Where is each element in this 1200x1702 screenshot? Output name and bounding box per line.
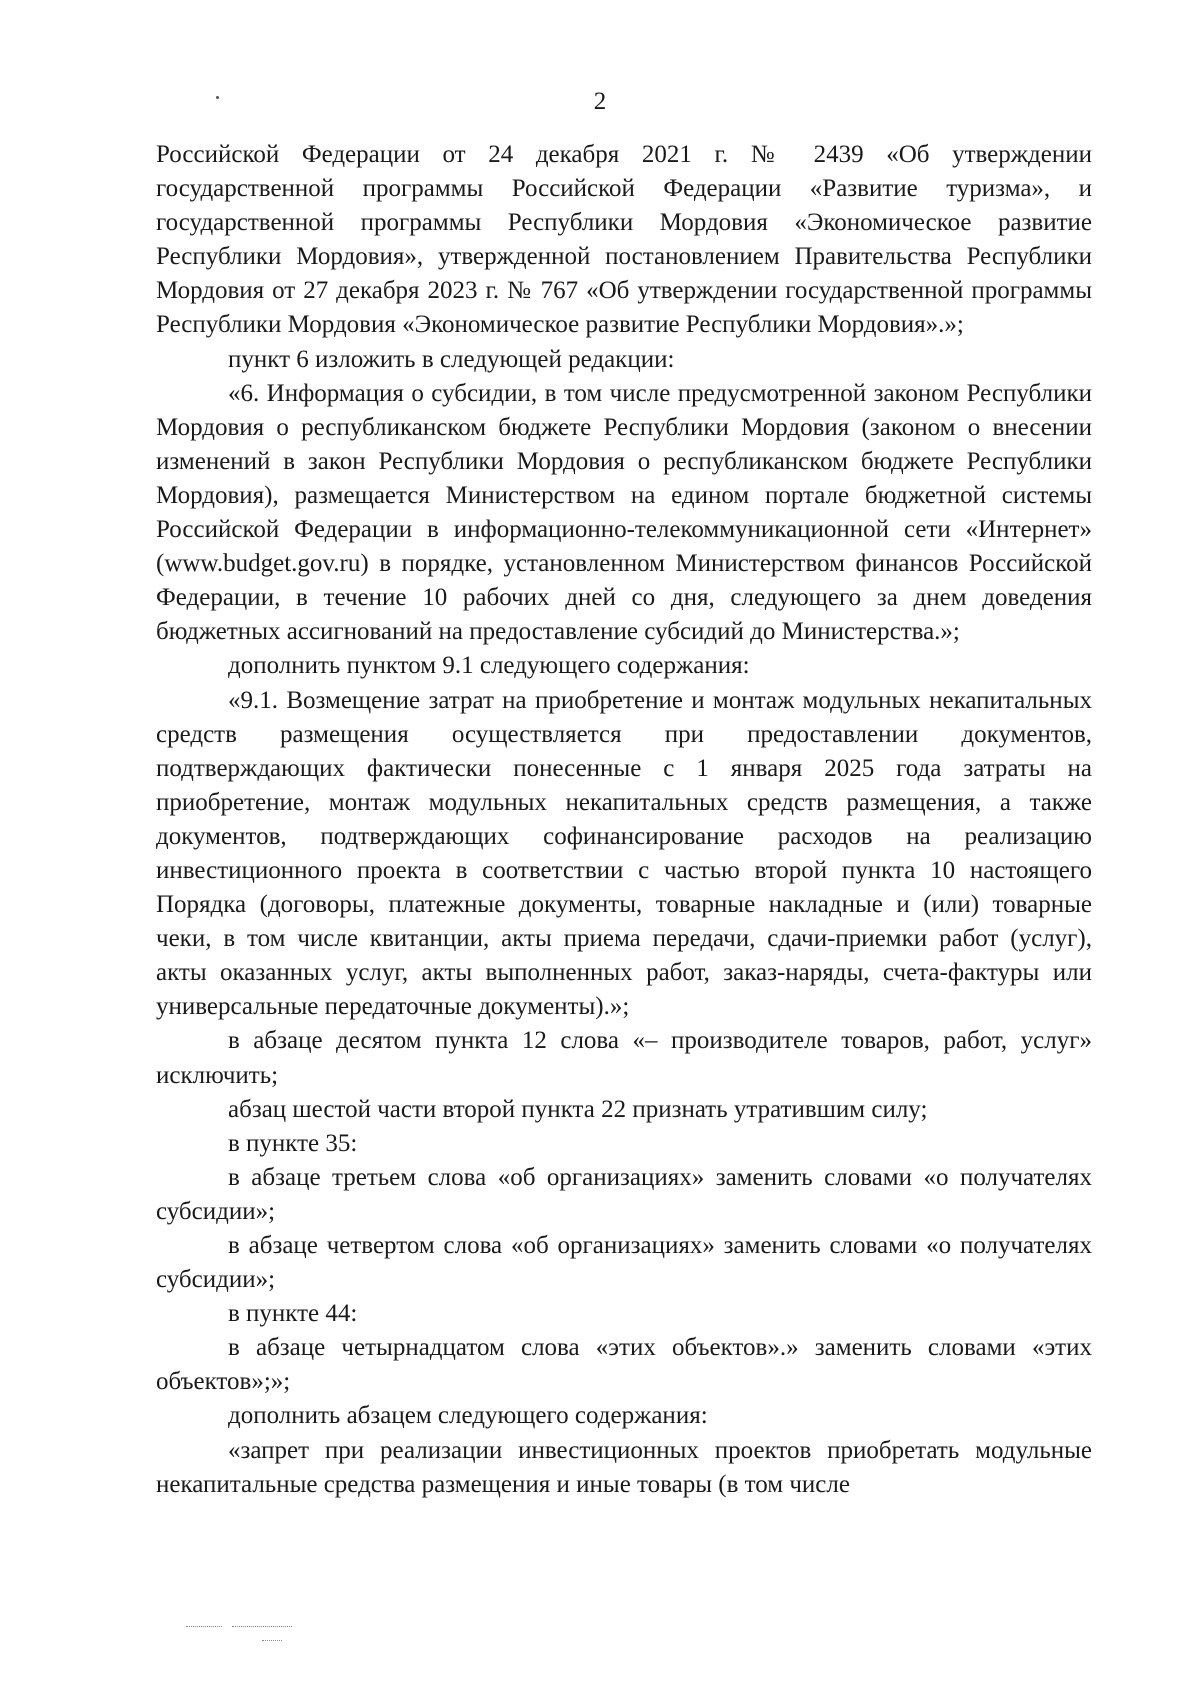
paragraph-6: в абзаце десятом пункта 12 слова «– производителе товаров, работ, услуг» исключить;	[156, 1027, 1092, 1089]
paragraph-7: абзац шестой части второй пункта 22 признать утратившим силу;	[228, 1095, 928, 1123]
document-body	[156, 138, 1092, 1502]
paragraph-13: дополнить абзацем следующего содержания:	[228, 1402, 708, 1430]
page-number: 2	[593, 88, 607, 115]
paragraph-12: в абзаце четырнадцатом слова «этих объектов».» заменить словами «этих объектов»;»;	[156, 1334, 1092, 1396]
paragraph-9: в абзаце третьем слова «об организациях» заменить словами «о получателях субсидии»;	[156, 1163, 1092, 1225]
paragraph-5: «9.1. Возмещение затрат на приобретение и монтаж модульных некапитальных средств размещения осуществляется при предоставлении документов, подтверждающих фактически понесенные с 1 января 2025 года затраты на приобретение, монтаж модульных некапитальных средств размещения, а также документов, подтверждающих софинансирование расходов на реализацию инвестиционного проекта в соответствии с частью второй пункта 10 настоящего Порядка (договоры, платежные документы, товарные накладные и (или) товарные чеки, в том числе квитанции, акты приема передачи, сдачи-приемки работ (услуг), акты оказанных услуг, акты выполненных работ, заказ-наряды, счета-фактуры или универсальные передаточные документы).»;	[156, 686, 1092, 1021]
paragraph-2: пункт 6 изложить в следующей редакции:	[228, 345, 675, 373]
paragraph-10: в абзаце четвертом слова «об организациях» заменить словами «о получателях субсидии»;	[156, 1232, 1092, 1294]
paragraph-1: Российской Федерации от 24 декабря 2021 г. № 2439 «Об утверждении государственной программы Российской Федерации «Развитие туризма», и государственной программы Республики Мордовия «Экономическое развитие Республики Мордовия», утвержденной постановлением Правительства Республики Мордовия от 27 декабря 2023 г. № 767 «Об утверждении государственной программы Республики Мордовия «Экономическое развитие Республики Мордовия».»;	[156, 141, 1092, 339]
scan-artifact	[186, 1626, 222, 1627]
paragraph-4: дополнить пунктом 9.1 следующего содержания:	[228, 652, 750, 680]
paragraph-14: «запрет при реализации инвестиционных проектов приобретать модульные некапитальные средства размещения и иные товары (в том числе	[156, 1436, 1092, 1498]
paragraph-11: в пункте 44:	[228, 1300, 358, 1328]
scan-artifact	[262, 1640, 282, 1641]
paragraph-8: в пункте 35:	[228, 1129, 358, 1157]
scan-artifact	[232, 1626, 292, 1627]
paragraph-3: «6. Информация о субсидии, в том числе предусмотренной законом Республики Мордовия о республиканском бюджете Республики Мордовия (законом о внесении изменений в закон Республики Мордовия о республиканском бюджете Республики Мордовия), размещается Министерством на едином портале бюджетной системы Российской Федерации в информационно-телекоммуникационной сети «Интернет» (www.budget.gov.ru) в порядке, установленном Министерством финансов Российской Федерации, в течение 10 рабочих дней со дня, следующего за днем доведения бюджетных ассигнований на предоставление субсидий до Министерства.»;	[156, 379, 1092, 646]
